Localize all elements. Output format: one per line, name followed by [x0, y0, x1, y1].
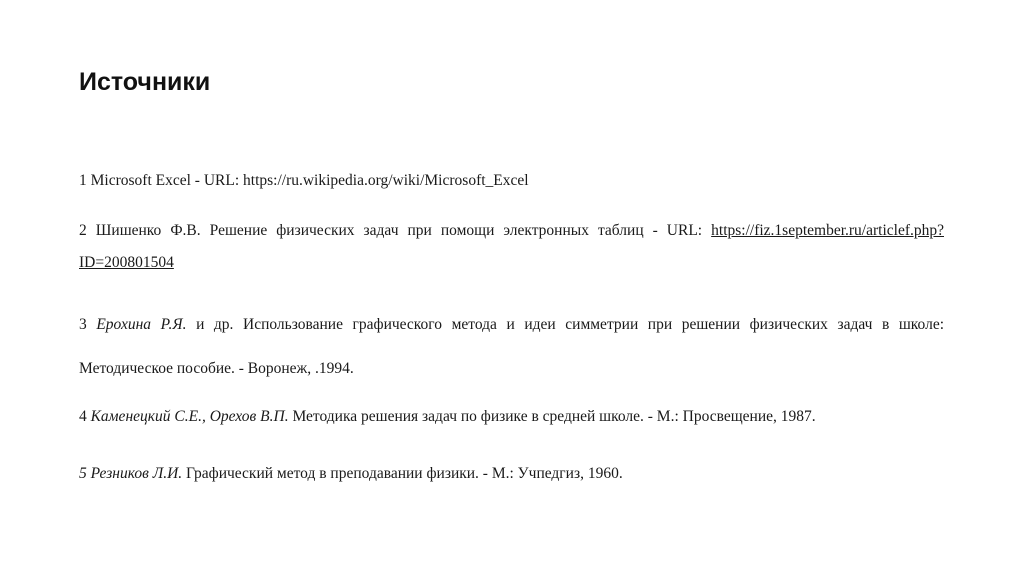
reference-author: Резников Л.И. — [90, 465, 183, 482]
reference-number: 4 — [79, 408, 87, 425]
reference-number: 3 — [79, 316, 87, 333]
reference-item-4 — [79, 406, 816, 428]
reference-text: и др. Использование графического метода и идеи симметрии при решении физических задач в школе: Методическое пособие. - Воронеж, .1994. — [79, 316, 945, 377]
reference-link[interactable]: https://fiz.1september.ru/articlef.php?ID=200801504 — [79, 222, 944, 271]
reference-item-3 — [79, 303, 944, 391]
reference-text: Методика решения задач по физике в средней школе. - М.: Просвещение, 1987. — [292, 408, 816, 425]
reference-item-1 — [79, 170, 529, 192]
reference-text: Шишенко Ф.В. Решение физических задач при помощи электронных таблиц - URL: — [95, 222, 703, 239]
reference-author: Каменецкий С.Е., Орехов В.П. — [90, 408, 289, 425]
reference-number: 5 — [79, 465, 87, 482]
reference-text: Графический метод в преподавании физики. - М.: Учпедгиз, 1960. — [186, 465, 623, 482]
reference-number: 2 — [79, 222, 87, 239]
slide-title: Источники — [79, 68, 211, 96]
reference-author: Ерохина Р.Я. — [96, 316, 187, 333]
reference-number: 1 — [79, 172, 87, 189]
reference-text: Microsoft Excel - URL: https://ru.wikipedia.org/wiki/Microsoft_Excel — [90, 172, 529, 189]
reference-item-5 — [79, 463, 623, 485]
reference-item-2 — [79, 215, 944, 279]
